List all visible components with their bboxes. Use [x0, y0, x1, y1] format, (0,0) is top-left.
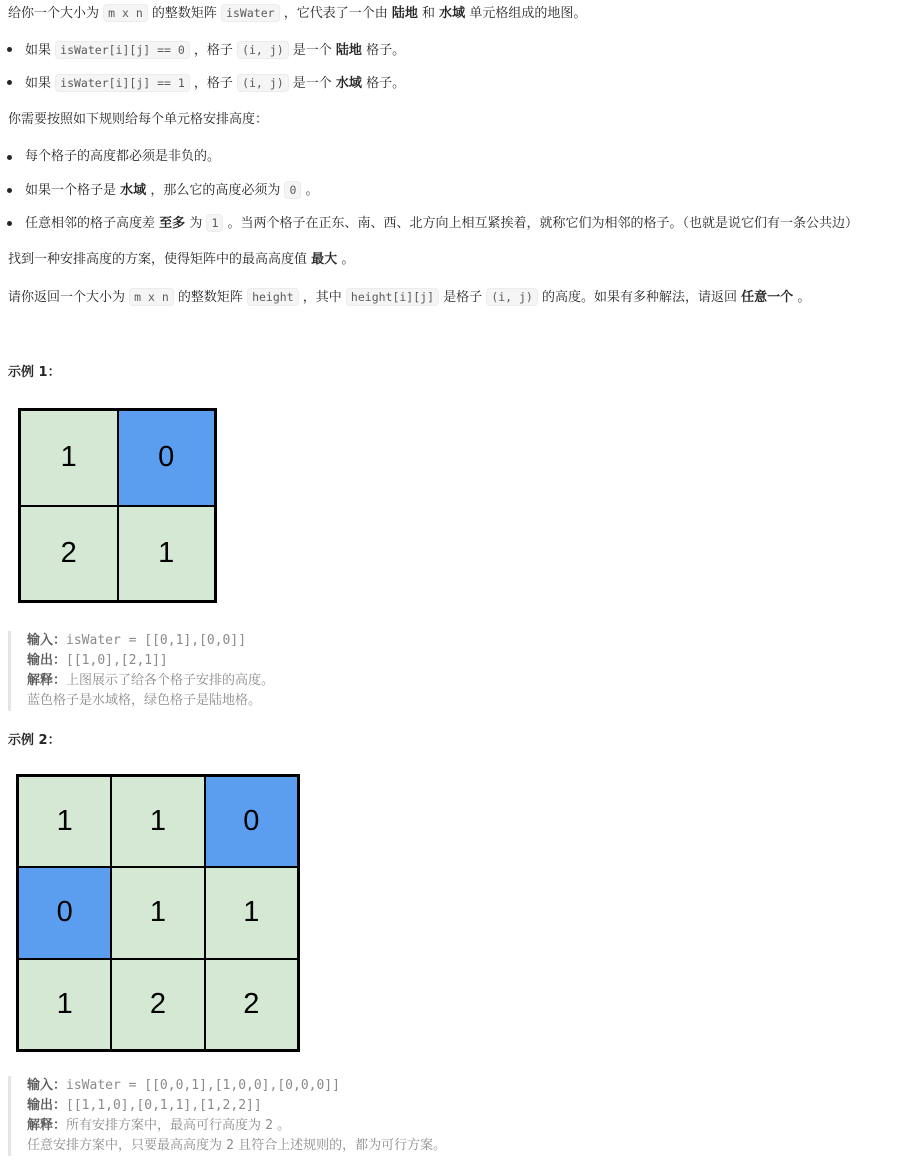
text: 是一个 [292, 76, 332, 91]
example-1-io [8, 631, 888, 711]
example-1-explain-2: 蓝色格子是水域格，绿色格子是陆地格。 [27, 693, 262, 708]
water-definition [25, 73, 405, 94]
bold-water: 水域 [439, 6, 466, 21]
text: ，它代表了一个由 [283, 6, 388, 21]
text: 请你返回一个大小为 [8, 290, 126, 305]
explain-text: 且符合上述规则的，都为可行方案。 [238, 1138, 447, 1153]
text: 为 [189, 216, 203, 231]
code-ij: (i, j) [237, 41, 289, 59]
text: 是格子 [443, 290, 483, 305]
land-cell: 1 [20, 410, 118, 506]
text: 的整数矩阵 [151, 6, 217, 21]
bold-max: 最大 [311, 252, 338, 267]
explain-text: 任意安排方案中，只要最高高度为 [27, 1138, 223, 1153]
example-1-title: 示例 1： [8, 365, 61, 380]
input-value: isWater = [[0,1],[0,0]] [66, 633, 247, 648]
example-2-output [27, 1096, 888, 1116]
code-condition: isWater[i][j] == 0 [55, 41, 190, 59]
output-label: 输出： [27, 653, 67, 668]
code-one: 1 [206, 214, 223, 232]
water-cell: 0 [205, 776, 298, 867]
bold-at-most: 至多 [159, 216, 186, 231]
bold-water: 水域 [335, 76, 362, 91]
code-iswater: isWater [221, 4, 279, 22]
text: 是一个 [292, 43, 332, 58]
explain-text: 所有安排方案中，最高可行高度为 [66, 1118, 262, 1133]
text: 找到一种安排高度的方案，使得矩阵中的最高高度值 [8, 252, 308, 267]
rule-adjacent [25, 213, 858, 234]
rule-water-zero [25, 180, 319, 201]
code-height-ij: height[i][j] [346, 288, 439, 306]
land-cell: 1 [18, 959, 111, 1050]
example-2-explain [27, 1116, 888, 1136]
bold-water: 水域 [120, 183, 147, 198]
code-condition: isWater[i][j] == 1 [55, 74, 190, 92]
rule-nonnegative: 每个格子的高度都必须是非负的。 [25, 149, 221, 164]
land-cell: 1 [18, 776, 111, 867]
bullet-icon [7, 47, 12, 52]
land-cell: 2 [205, 959, 298, 1050]
text: 格子。 [366, 76, 406, 91]
bullet-icon [7, 80, 12, 85]
text: ，格子 [193, 43, 233, 58]
example-1-output [27, 651, 888, 671]
text: ，那么它的高度必须为 [150, 183, 281, 198]
input-label: 输入： [27, 1078, 67, 1093]
explain-label: 解释： [27, 1118, 67, 1133]
code-height: height [247, 288, 299, 306]
text: 的整数矩阵 [177, 290, 243, 305]
text: 单元格组成的地图。 [469, 6, 587, 21]
rules-intro: 你需要按照如下规则给每个单元格安排高度： [8, 112, 269, 127]
water-cell: 0 [18, 867, 111, 958]
code-mn: m x n [103, 4, 148, 22]
code-mn: m x n [129, 288, 174, 306]
example-2-input [27, 1076, 888, 1096]
explain-text: 上图展示了给各个格子安排的高度。 [66, 673, 275, 688]
bullet-icon [7, 221, 12, 226]
example-1-explain [27, 671, 888, 691]
output-label: 输出： [27, 1098, 67, 1113]
output-value: [[1,0],[2,1]] [66, 653, 168, 668]
explain-number: 2 [226, 1138, 234, 1153]
land-cell: 1 [205, 867, 298, 958]
land-cell: 2 [111, 959, 204, 1050]
text: ，其中 [302, 290, 342, 305]
goal-paragraph [8, 250, 354, 270]
code-ij: (i, j) [486, 288, 538, 306]
example-2-grid [16, 774, 300, 1052]
output-value: [[1,1,0],[0,1,1],[1,2,2]] [66, 1098, 262, 1113]
land-cell: 1 [111, 776, 204, 867]
text: 如果 [25, 76, 52, 91]
intro-paragraph [8, 3, 586, 24]
bold-any: 任意一个 [741, 290, 794, 305]
bullet-icon [7, 155, 12, 160]
text: 格子。 [366, 43, 406, 58]
text: 任意相邻的格子高度差 [25, 216, 156, 231]
land-definition [25, 40, 405, 61]
text: 。 [341, 252, 355, 267]
text: 给你一个大小为 [8, 6, 100, 21]
text: 如果一个格子是 [25, 183, 117, 198]
text: 。 [797, 290, 811, 305]
text: 如果 [25, 43, 52, 58]
example-2-io [8, 1076, 888, 1156]
example-1-input [27, 631, 888, 651]
land-cell: 1 [118, 506, 216, 602]
input-value: isWater = [[0,0,1],[1,0,0],[0,0,0]] [66, 1078, 340, 1093]
explain-text: 。 [277, 1118, 291, 1133]
explain-label: 解释： [27, 673, 67, 688]
return-paragraph [8, 287, 810, 308]
bold-land: 陆地 [391, 6, 418, 21]
text: 。 [305, 183, 319, 198]
text: 和 [422, 6, 436, 21]
example-2-title: 示例 2： [8, 733, 61, 748]
bullet-icon [7, 188, 12, 193]
bold-land: 陆地 [335, 43, 362, 58]
input-label: 输入： [27, 633, 67, 648]
code-zero: 0 [284, 181, 301, 199]
text: ，格子 [193, 76, 233, 91]
example-2-explain-2 [27, 1136, 888, 1156]
land-cell: 1 [111, 867, 204, 958]
text: 的高度。如果有多种解法，请返回 [542, 290, 738, 305]
example-1-grid [18, 408, 217, 603]
water-cell: 0 [118, 410, 216, 506]
land-cell: 2 [20, 506, 118, 602]
explain-number: 2 [265, 1118, 273, 1133]
code-ij: (i, j) [237, 74, 289, 92]
text: 。当两个格子在正东、南、西、北方向上相互紧挨着，就称它们为相邻的格子。（也就是说它们有一条公共边） [227, 216, 859, 231]
